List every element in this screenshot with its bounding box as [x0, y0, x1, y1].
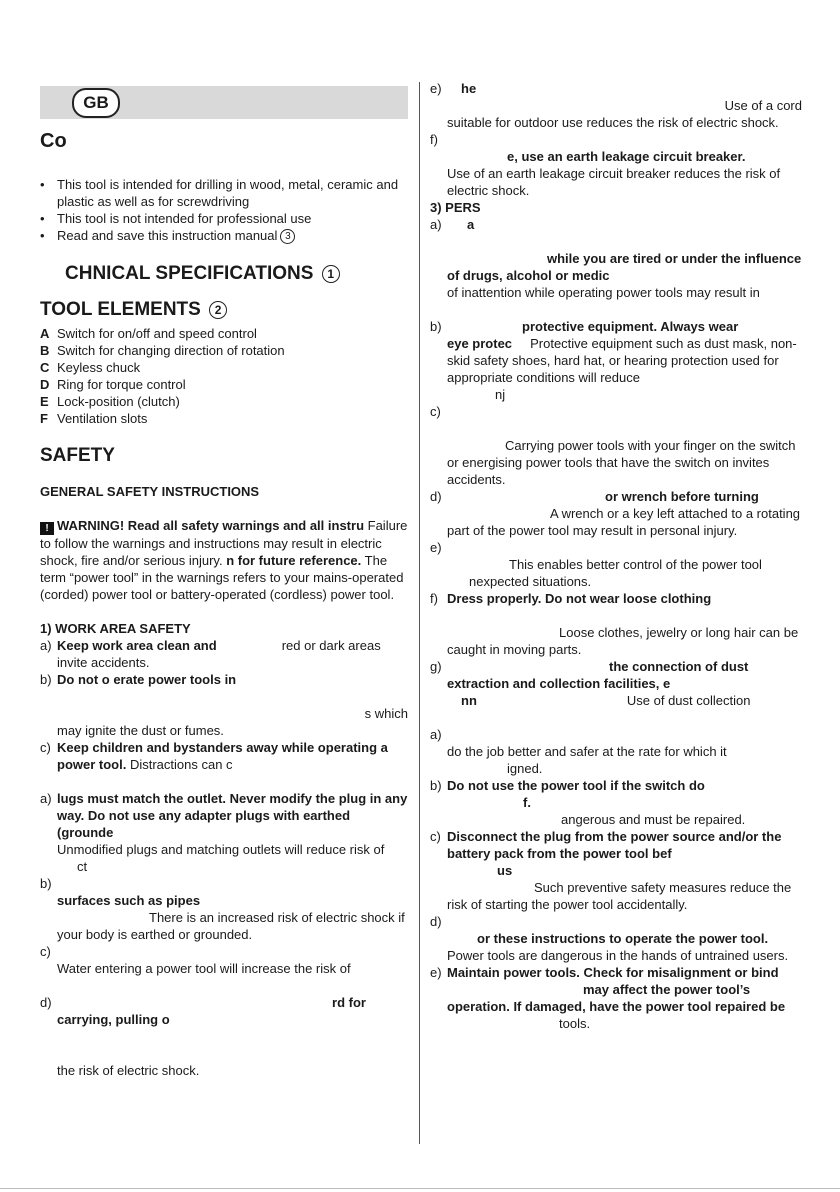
figure-ref-badge: 2 [209, 301, 227, 319]
list-item: a) a while you are tired or under the influence of drugs, alcohol or medic of inattention while operating power tools may result in [430, 217, 802, 300]
language-badge: GB [72, 88, 120, 118]
list-item: D Ring for torque control [40, 377, 186, 393]
list-item: b) Do not use the power tool if the switch do f. angerous and must be repaired. [430, 778, 746, 827]
list-item: A Switch for on/off and speed control [40, 326, 257, 342]
list-item: b) Do not o erate power tools in s which may ignite the dust or fumes. [40, 672, 408, 739]
intended-use-list [40, 176, 408, 244]
warning-paragraph: ! WARNING! Read all safety warnings and all instru Failure to follow the warnings and instructions may result in electric shock, fire and/or serious injury. n for future reference. The term “power tool” in the warnings refers to your mains-operated (corded) power tool or battery-operated (cordless) power tool. [40, 518, 408, 603]
list-item: e) he Use of a cord suitable for outdoor use reduces the risk of electric shock. [430, 81, 802, 130]
work-area-title: 1) WORK AREA SAFETY [40, 621, 191, 637]
general-safety-title: GENERAL SAFETY INSTRUCTIONS [40, 484, 260, 500]
safety-title: SAFETY [40, 445, 115, 467]
bottom-rule [0, 1188, 840, 1189]
list-item: a) Keep work area clean and red or dark areas invite accidents. [40, 638, 381, 671]
list-item: d) or these instructions to operate the power tool. Power tools are dangerous in the hands of untrained users. [430, 914, 789, 963]
list-item: d) rd for carrying, pulling o the risk of electric shock. [40, 995, 366, 1079]
list-item: d) or wrench before turning A wrench or a key left attached to a rotating part of the power tool may result in personal injury. [430, 489, 801, 538]
list-item: f) e, use an earth leakage circuit breaker. Use of an earth leakage circuit breaker reduces the risk of electric shock. [430, 132, 781, 198]
list-item: c) Keep children and bystanders away while operating a power tool. Distractions can c [40, 740, 388, 773]
list-item: a) do the job better and safer at the rate for which it igned. [430, 727, 727, 776]
column-divider [419, 82, 420, 1144]
figure-ref-badge: 3 [280, 229, 295, 244]
list-item: e) Maintain power tools. Check for misalignment or bind may affect the power tool’s operation. If damaged, have the power tool repaired be tools. [430, 965, 786, 1031]
list-item: • This tool is intended for drilling in wood, metal, ceramic and plastic as well as for screwdriving [40, 176, 408, 210]
personal-safety-title: 3) PERS [430, 200, 481, 215]
elements-list [40, 325, 408, 427]
list-item: • Read and save this instruction manual 3 [40, 227, 408, 244]
warning-icon: ! [40, 522, 54, 535]
right-column [430, 80, 802, 1032]
list-item: E Lock-position (clutch) [40, 394, 180, 410]
list-item: b) surfaces such as pipes There is an increased risk of electric shock if your body is earthed or grounded. [40, 876, 405, 943]
left-column [40, 80, 408, 1079]
list-item: b) protective equipment. Always wear eye protec Protective equipment such as dust mask, non-skid safety shoes, hard hat, or hearing protection used for appropriate conditions will reduce nj [430, 319, 797, 402]
elements-title: TOOL ELEMENTS 2 [40, 298, 408, 322]
list-item: a) lugs must match the outlet. Never modify the plug in any way. Do not use any adapter plugs with earthed (grounde Unmodified plugs and matching outlets will reduce risk of ct [40, 791, 408, 875]
section-heading: Co [40, 130, 67, 152]
list-item: C Keyless chuck [40, 360, 141, 376]
list-item: c) Disconnect the plug from the power source and/or the battery pack from the power tool bef us Such preventive safety measures reduce the risk of starting the power tool accidentally. [430, 829, 792, 912]
list-item: g) the connection of dust extraction and collection facilities, e nn Use of dust collection [430, 659, 751, 708]
figure-ref-badge: 1 [322, 265, 340, 283]
list-item: e) This enables better control of the power tool nexpected situations. [430, 540, 762, 589]
language-bar [40, 86, 408, 119]
list-item: c) Carrying power tools with your finger on the switch or energising power tools that have the switch on invites accidents. [430, 404, 796, 487]
list-item: c) Water entering a power tool will increase the risk of [40, 944, 351, 977]
list-item: F Ventilation slots [40, 411, 148, 427]
list-item: B Switch for changing direction of rotation [40, 343, 285, 359]
spec-title: CHNICAL SPECIFICATIONS 1 [40, 262, 408, 286]
list-item: f) Dress properly. Do not wear loose clothing Loose clothes, jewelry or long hair can be caught in moving parts. [430, 591, 799, 657]
list-item: • This tool is not intended for professional use [40, 210, 408, 227]
